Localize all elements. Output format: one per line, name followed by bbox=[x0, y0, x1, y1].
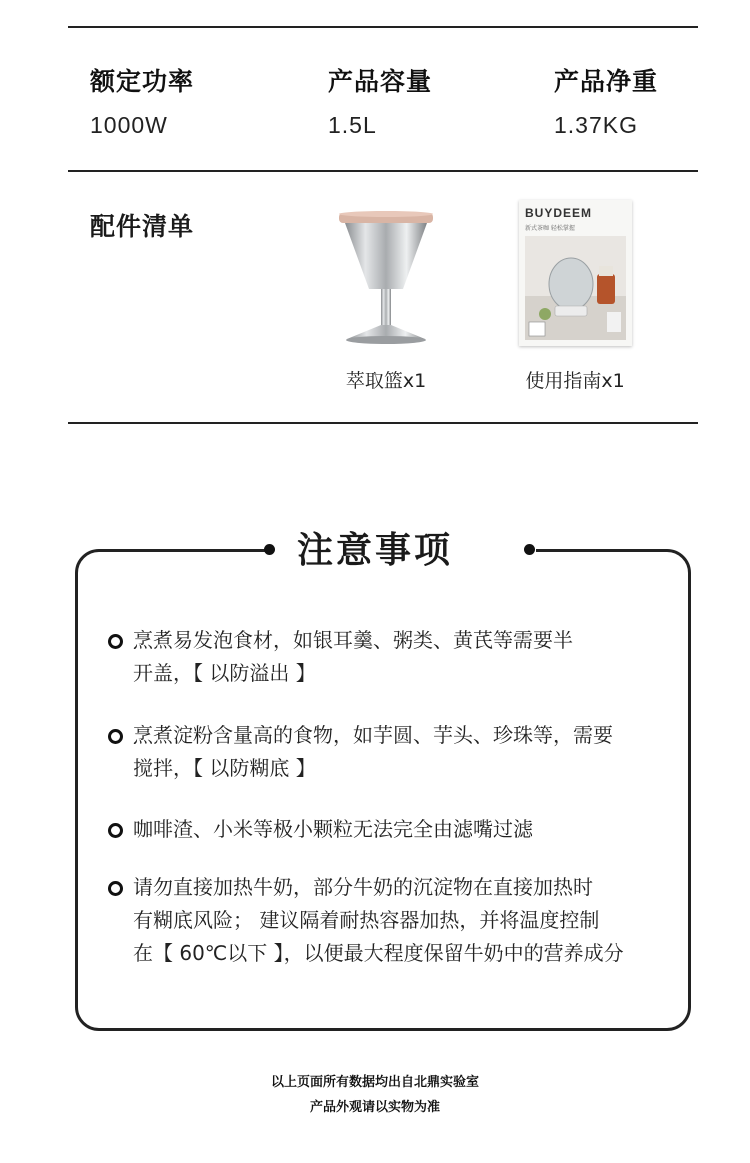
notice-title: 注意事项 bbox=[296, 530, 453, 571]
bullet-icon bbox=[108, 729, 123, 744]
spec-capacity bbox=[328, 62, 432, 139]
spec-label: 产品净重 bbox=[554, 67, 659, 96]
spec-value: 1000W bbox=[90, 112, 168, 138]
spec-label: 额定功率 bbox=[90, 67, 195, 96]
spec-label: 产品容量 bbox=[328, 67, 433, 96]
bullet-icon bbox=[108, 823, 123, 838]
spec-value: 1.5L bbox=[328, 112, 377, 138]
notice-item-text: 烹煮淀粉含量高的食物，如芋圆、芋头、珍珠等，需要 搅拌，【 以防糊底 】 bbox=[133, 723, 613, 780]
guide-subtitle: 新式茶咖 轻松掌握 bbox=[525, 225, 575, 232]
accessory-caption: 使用指南x1 bbox=[525, 370, 625, 392]
footer-line-2: 产品外观请以实物为准 bbox=[309, 1100, 440, 1115]
user-guide-booklet-icon bbox=[519, 200, 632, 346]
top-rule bbox=[68, 26, 698, 28]
bottom-rule bbox=[68, 422, 698, 424]
notice-item-text: 请勿直接加热牛奶，部分牛奶的沉淀物在直接加热时 有糊底风险； 建议隔着耐热容器加热，并将温度控制 在【 60℃以下 】，以便最大程度保留牛奶中的营养成分 bbox=[133, 875, 624, 965]
bullet-icon bbox=[108, 634, 123, 649]
extraction-basket-icon bbox=[333, 207, 439, 349]
guide-cover-photo bbox=[525, 236, 626, 340]
spec-net-weight bbox=[554, 62, 658, 139]
accessory-caption: 萃取篮x1 bbox=[345, 370, 427, 392]
mid-rule bbox=[68, 170, 698, 172]
accessories-label: 配件清单 bbox=[90, 212, 195, 241]
bullet-icon bbox=[108, 881, 123, 896]
spec-rated-power bbox=[90, 62, 194, 139]
notice-item-text: 烹煮易发泡食材，如银耳羹、粥类、黄芪等需要半 开盖，【 以防溢出 】 bbox=[133, 628, 573, 685]
footer-line-1: 以上页面所有数据均出自北鼎实验室 bbox=[270, 1075, 479, 1090]
notice-item-text: 咖啡渣、小米等极小颗粒无法完全由滤嘴过滤 bbox=[133, 817, 533, 841]
spec-value: 1.37KG bbox=[554, 112, 638, 138]
guide-brand: BUYDEEM bbox=[525, 206, 593, 220]
